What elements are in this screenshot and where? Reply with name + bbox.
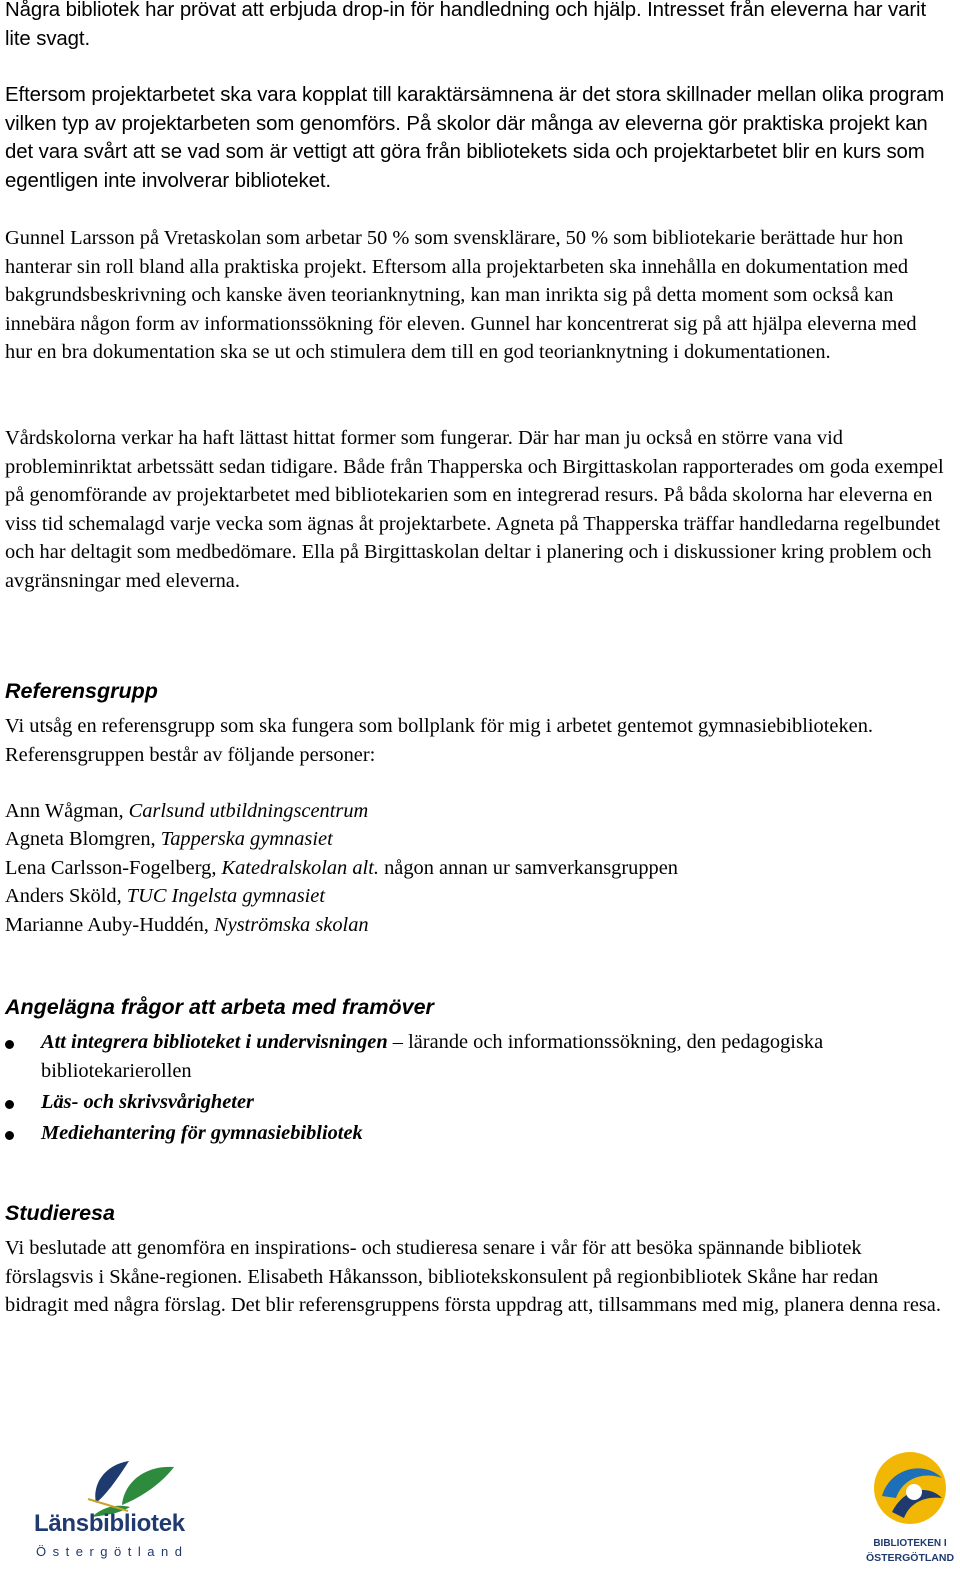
biblioteken-logo [862, 1448, 958, 1564]
logo-title: BIBLIOTEKEN I [873, 1538, 947, 1549]
member-school: Tapperska gymnasiet [160, 828, 333, 850]
lansbibliotek-logo [34, 1453, 209, 1559]
bullet-icon [5, 1040, 14, 1049]
paragraph-projektarbete-rest: På skolor där många av eleverna gör praktiska projekt kan det vara svårt att se vad som är vettigt att göra från bibliotekets sida och projektarbetet blir en kurs som egentligen inte involverar biblioteket. [5, 112, 928, 192]
sun-swirl-icon [862, 1448, 958, 1528]
list-item-title: Att integrera biblioteket i undervisningen [41, 1031, 388, 1053]
heading-referensgrupp: Referensgrupp [5, 679, 158, 703]
member-name: Ann Wågman, [5, 800, 129, 822]
member-name: Marianne Auby-Huddén, [5, 914, 214, 936]
logo-title: Länsbibliotek [34, 1510, 185, 1537]
logo-subtitle: ÖSTERGÖTLAND [865, 1552, 955, 1564]
member-row [5, 825, 333, 854]
member-school: Nyströmska skolan [213, 914, 369, 936]
member-row [5, 911, 369, 940]
paragraph-projektarbete-intro: Eftersom projektarbetet ska vara kopplat till karaktärsämnena är det stora skillnader mellan olika program vilken typ av projektarbeten som genomförs. [5, 84, 945, 135]
member-school: TUC Ingelsta gymnasiet [126, 885, 326, 907]
heading-angelagna-fragor: Angelägna frågor att arbeta med framöver [5, 995, 434, 1019]
list-item-text: – lärande och informationssökning, den pedagogiska bibliotekarierollen [41, 1031, 824, 1082]
paragraph-projektarbete [5, 81, 945, 195]
member-school: Katedralskolan alt. [221, 857, 379, 879]
member-name: Anders Sköld, [5, 885, 127, 907]
list-item [5, 1119, 930, 1148]
member-name: Agneta Blomgren, [5, 828, 161, 850]
paragraph-drop-in: Några bibliotek har prövat att erbjuda drop-in för handledning och hjälp. Intresset från eleverna har varit lite svagt. [5, 0, 927, 50]
member-name: Lena Carlsson-Fogelberg, [5, 857, 222, 879]
paragraph-referensgrupp-intro: Vi utsåg en referensgrupp som ska fungera som bollplank för mig i arbetet gentemot gymnasiebiblioteken. Referensgruppen består av följande personer: [5, 715, 873, 766]
logo-subtitle: Östergötland [36, 1544, 189, 1559]
paragraph-studieresa: Vi beslutade att genomföra en inspirations- och studieresa senare i vår för att besöka spännande bibliotek förslagsvis i Skåne-regionen. Elisabeth Håkansson, bibliotekskonsulent på regionbibliotek Skåne har redan bidragit med några förslag. Det blir referensgruppens första uppdrag att, tillsammans med mig, planera denna resa. [5, 1237, 941, 1317]
member-school: Carlsund utbildningscentrum [128, 800, 369, 822]
bullet-icon [5, 1131, 14, 1140]
member-row [5, 797, 368, 826]
list-item [5, 1088, 930, 1117]
member-row [5, 854, 678, 883]
list-item [5, 1028, 930, 1085]
paragraph-gunnel: Gunnel Larsson på Vretaskolan som arbetar 50 % som svensklärare, 50 % som bibliotekarie berättade hur hon hanterar sin roll bland alla praktiska projekt. Eftersom alla projektarbeten ska innehålla en dokumentation med bakgrundsbeskrivning och kanske även teorianknytning, kan man inrikta sig på detta moment som också kan innebära någon form av informationssökning för eleven. Gunnel har koncentrerat sig på att hjälpa eleverna med hur en bra dokumentation ska se ut och stimulera dem till en god teorianknytning i dokumentationen. [5, 227, 917, 364]
list-item-title: Mediehantering för gymnasiebibliotek [41, 1122, 363, 1144]
heading-studieresa: Studieresa [5, 1201, 115, 1225]
member-row [5, 882, 325, 911]
list-item-title: Läs- och skrivsvårigheter [41, 1091, 254, 1113]
member-note: någon annan ur samverkansgruppen [378, 857, 678, 879]
paragraph-vardskolor: Vårdskolorna verkar ha haft lättast hittat former som fungerar. Där har man ju också en större vana vid probleminriktat arbetssätt sedan tidigare. Både från Thapperska och Birgittaskolan rapporterades om goda exempel på genomförande av projektarbetet med bibliotekarien som en integrerad resurs. På båda skolorna har eleverna en viss tid schemalagd varje vecka som ägnas åt projektarbete. Agneta på Thapperska träffar handledarna regelbundet och har deltagit som medbedömare. Ella på Birgittaskolan deltar i planering och i diskussioner kring problem och avgränsningar med eleverna. [5, 427, 944, 592]
bullet-icon [5, 1100, 14, 1109]
